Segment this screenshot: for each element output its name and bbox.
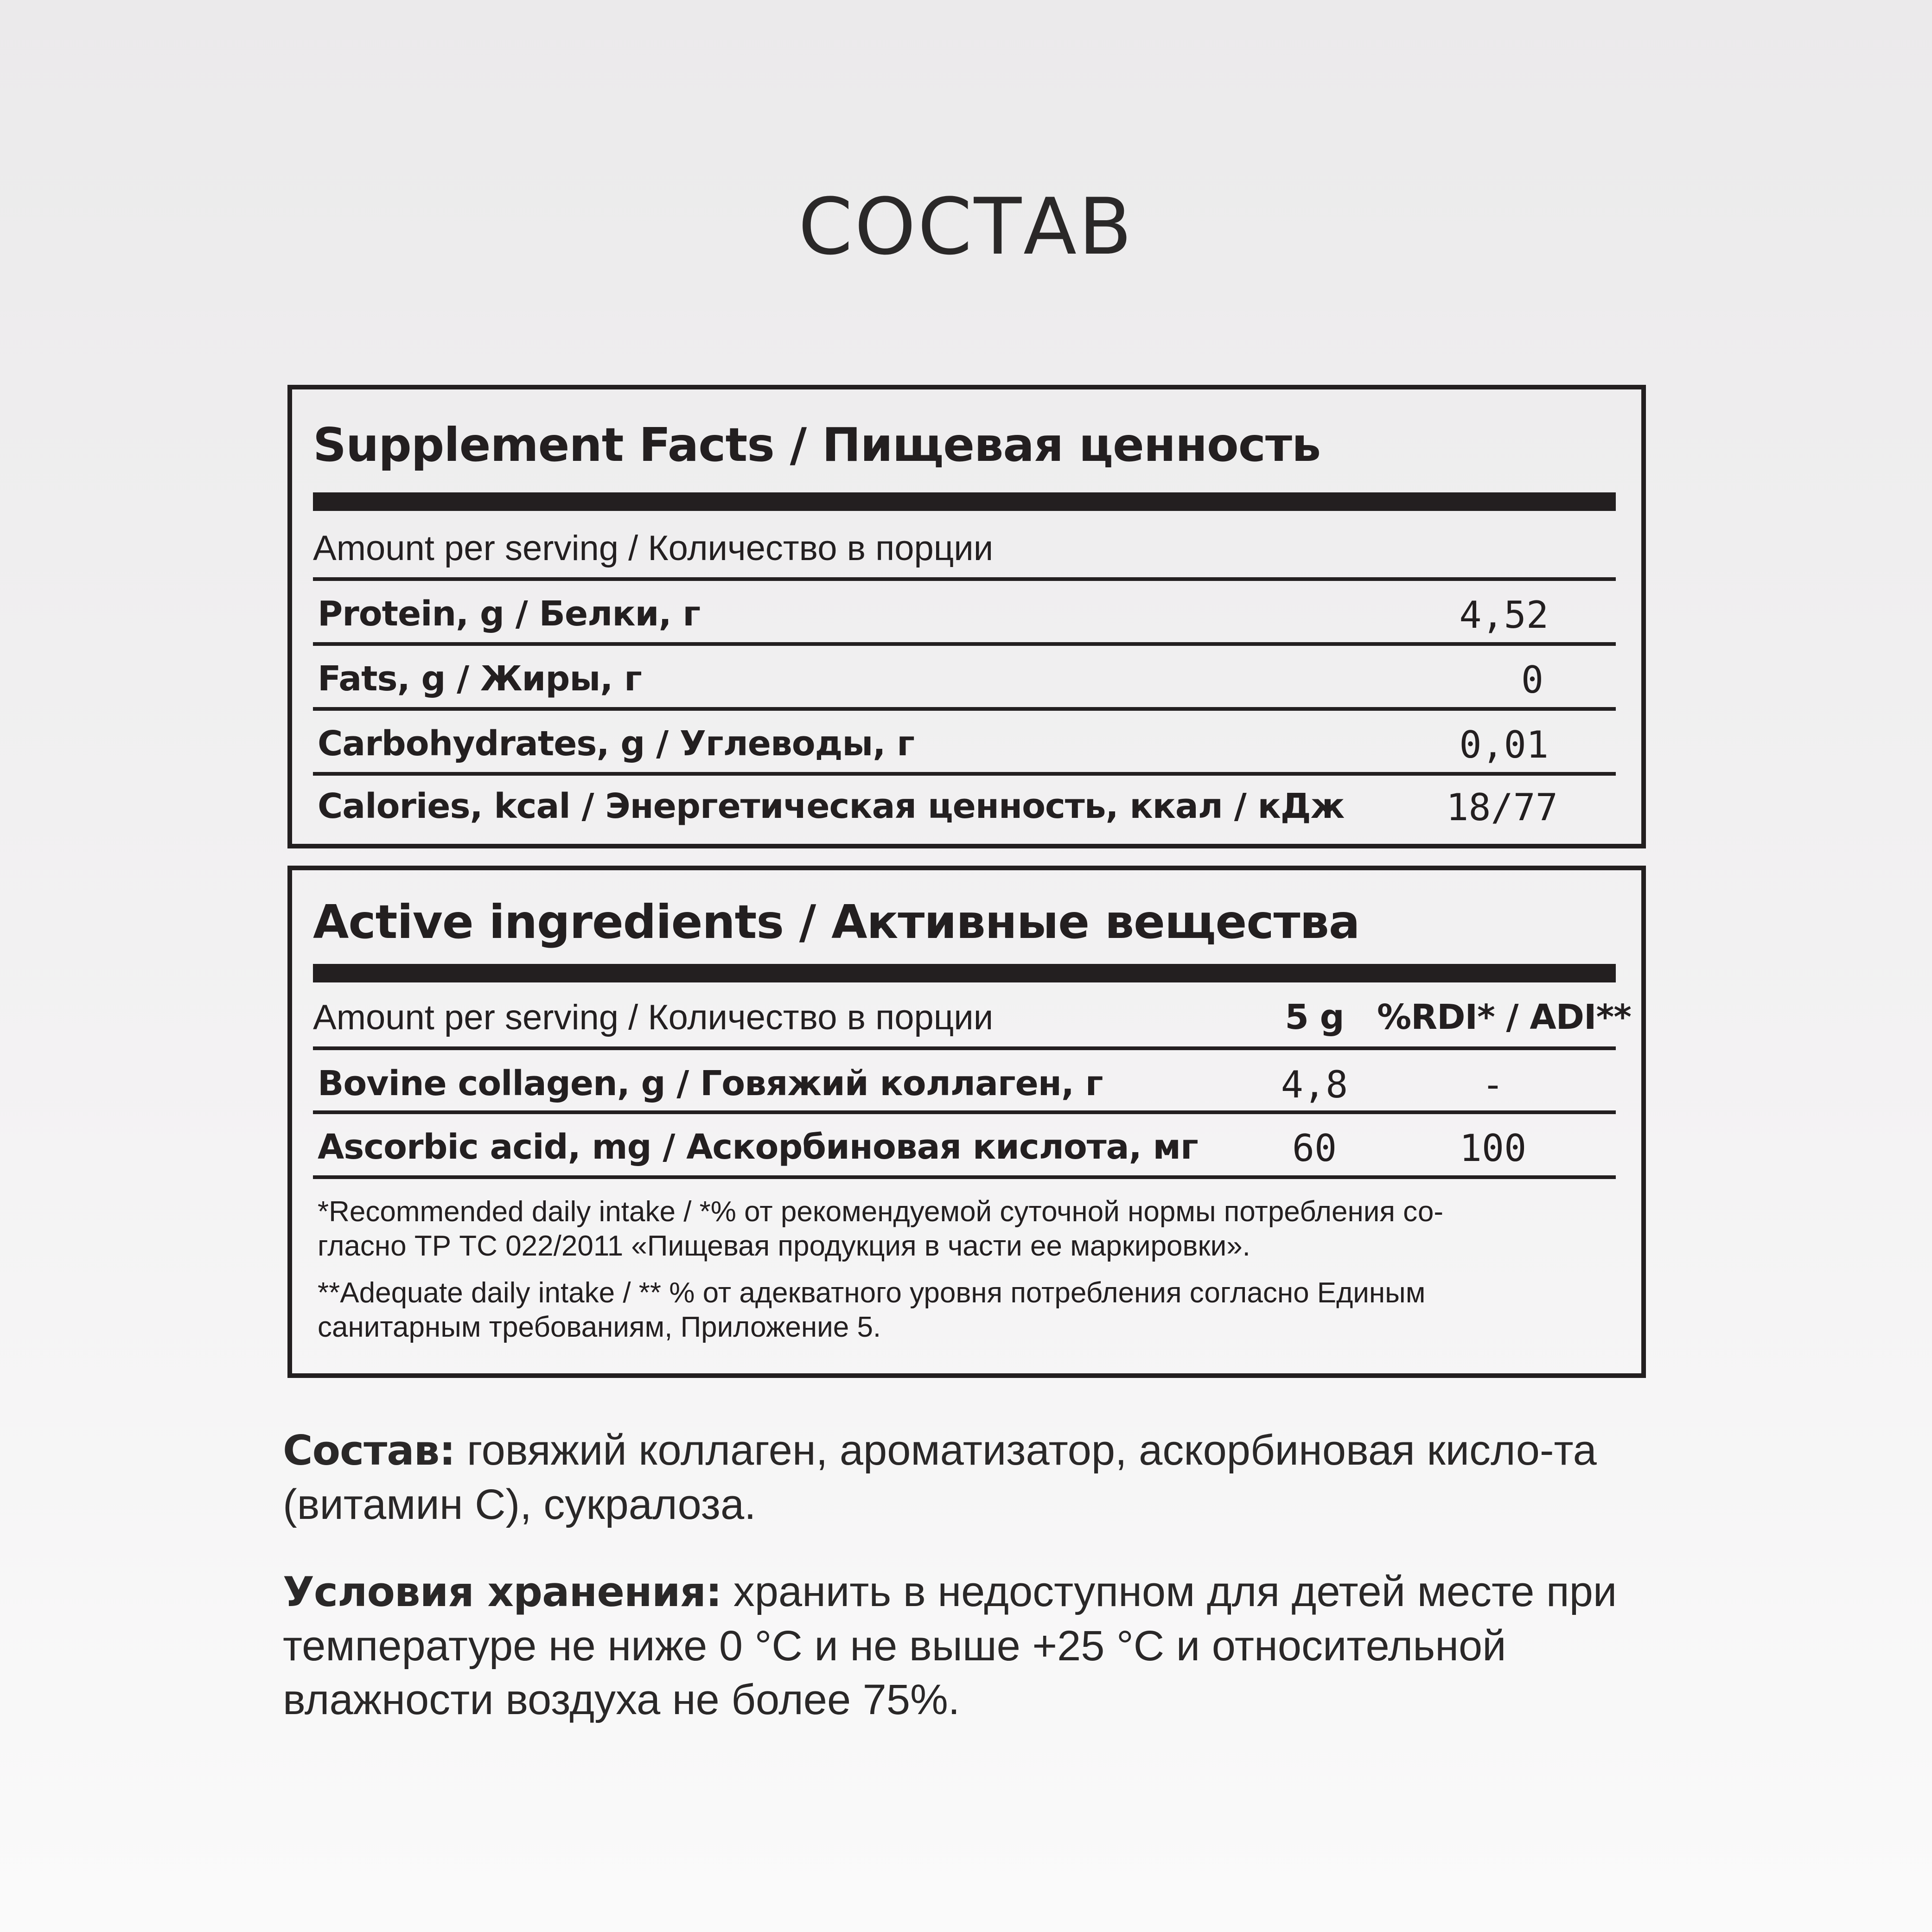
active-rule	[313, 1175, 1616, 1179]
rdi-footnote	[318, 1195, 1607, 1263]
active-amount-label: Amount per serving / Количество в порции	[313, 998, 994, 1037]
facts-rule	[313, 642, 1616, 646]
active-row-ascorbic-rdi: 100	[1459, 1127, 1527, 1170]
composition-paragraph	[283, 1423, 1655, 1531]
facts-row-carbs-label: Carbohydrates, g / Углеводы, г	[318, 724, 914, 764]
facts-rule	[313, 577, 1616, 581]
facts-row-carbs-value: 0,01	[1459, 723, 1549, 766]
facts-rule	[313, 772, 1616, 776]
facts-row-calories-label: Calories, kcal / Энергетическая ценность, ккал / кДж	[318, 786, 1345, 826]
storage-label: Условия хранения:	[283, 1568, 722, 1616]
adi-footnote-line-2: санитарным требованиям, Приложение 5.	[318, 1311, 881, 1343]
facts-heading: Supplement Facts / Пищевая ценность	[313, 418, 1321, 472]
rdi-footnote-line-2: гласно ТР ТС 022/2011 «Пищевая продукция в части ее маркировки».	[318, 1230, 1250, 1262]
storage-paragraph	[283, 1565, 1655, 1727]
active-row-collagen-amount: 4,8	[1281, 1063, 1348, 1106]
active-row-collagen-label: Bovine collagen, g / Говяжий коллаген, г	[318, 1064, 1103, 1103]
active-row-ascorbic-label: Ascorbic acid, mg / Аскорбиновая кислота, мг	[318, 1127, 1198, 1167]
adi-footnote-line-1: **Adequate daily intake / ** % от адекватного уровня потребления согласно Единым	[318, 1277, 1426, 1309]
facts-row-fats-label: Fats, g / Жиры, г	[318, 659, 642, 699]
composition-label: Состав:	[283, 1427, 455, 1474]
storage-text: хранить в недоступном для детей месте при температуре не ниже 0 °С и не выше +25 °С и относительной влажности воздуха не более 75%.	[283, 1568, 1617, 1723]
active-ingredients-panel	[287, 866, 1646, 1378]
facts-row-protein-label: Protein, g / Белки, г	[318, 594, 700, 634]
rdi-footnote-line-1: *Recommended daily intake / *% от рекомендуемой суточной нормы потребления со-	[318, 1196, 1443, 1228]
facts-row-protein-value: 4,52	[1459, 593, 1549, 637]
page-title: СОСТАВ	[798, 181, 1134, 272]
active-heading: Active ingredients / Активные вещества	[313, 895, 1360, 949]
facts-row-fats-value: 0	[1521, 658, 1544, 701]
active-row-ascorbic-amount: 60	[1292, 1127, 1337, 1170]
active-col-amount: 5 g	[1285, 997, 1344, 1037]
active-thick-rule	[313, 964, 1616, 982]
adi-footnote	[318, 1276, 1607, 1345]
active-rule	[313, 1110, 1616, 1114]
facts-thick-rule	[313, 492, 1616, 511]
supplement-facts-panel	[287, 385, 1646, 848]
facts-amount-label: Amount per serving / Количество в порции	[313, 529, 994, 568]
facts-rule	[313, 707, 1616, 711]
facts-row-calories-value: 18/77	[1446, 786, 1558, 829]
active-rule	[313, 1046, 1616, 1050]
active-row-collagen-rdi: -	[1481, 1063, 1505, 1106]
active-col-rdi: %RDI* / ADI**	[1377, 997, 1631, 1037]
composition-text: говяжий коллаген, ароматизатор, аскорбиновая кисло-та (витамин С), сукралоза.	[283, 1427, 1597, 1528]
